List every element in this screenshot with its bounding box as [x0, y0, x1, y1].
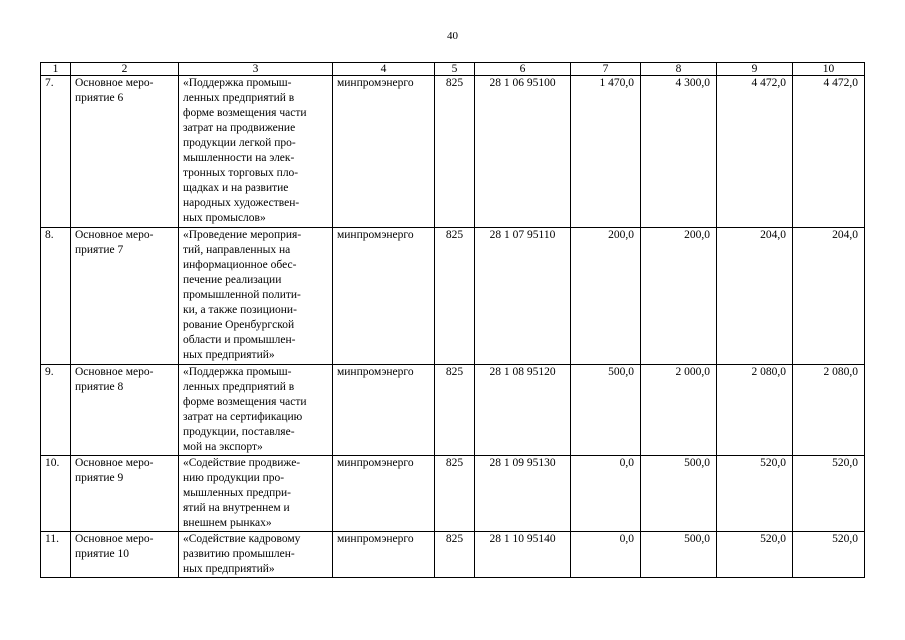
value-col10: 204,0 — [793, 228, 865, 365]
row-number: 10. — [41, 456, 71, 532]
value-col9: 4 472,0 — [717, 76, 793, 228]
department-code: 825 — [435, 76, 475, 228]
table-row — [41, 228, 865, 365]
event-name: Основное меро- приятие 9 — [71, 456, 179, 532]
row-number: 7. — [41, 76, 71, 228]
table-row — [41, 76, 865, 228]
row-number: 8. — [41, 228, 71, 365]
column-header: 5 — [435, 63, 475, 76]
table-row — [41, 456, 865, 532]
event-description: «Проведение мероприя- тий, направленных на информационное обес- печение реализации промышленной полити- ки, а также позициони- рование Оренбургской области и промышлен- ных предприятий» — [179, 228, 333, 365]
budget-code: 28 1 08 95120 — [475, 365, 571, 456]
value-col9: 520,0 — [717, 532, 793, 578]
event-name: Основное меро- приятие 10 — [71, 532, 179, 578]
column-header: 2 — [71, 63, 179, 76]
executor: минпромэнерго — [333, 532, 435, 578]
executor: минпромэнерго — [333, 76, 435, 228]
budget-code: 28 1 06 95100 — [475, 76, 571, 228]
table-row — [41, 532, 865, 578]
event-description: «Поддержка промыш- ленных предприятий в форме возмещения части затрат на продвижение продукции легкой про- мышленности на элек- тронных торговых пло- щадках и на развитие народных художествен- ных промыслов» — [179, 76, 333, 228]
value-col8: 500,0 — [641, 456, 717, 532]
column-header: 4 — [333, 63, 435, 76]
value-col9: 2 080,0 — [717, 365, 793, 456]
executor: минпромэнерго — [333, 365, 435, 456]
row-number: 11. — [41, 532, 71, 578]
department-code: 825 — [435, 228, 475, 365]
value-col10: 520,0 — [793, 456, 865, 532]
event-description: «Поддержка промыш- ленных предприятий в форме возмещения части затрат на сертификацию продукции, поставляе- мой на экспорт» — [179, 365, 333, 456]
executor: минпромэнерго — [333, 228, 435, 365]
value-col8: 500,0 — [641, 532, 717, 578]
event-name: Основное меро- приятие 7 — [71, 228, 179, 365]
department-code: 825 — [435, 456, 475, 532]
value-col8: 2 000,0 — [641, 365, 717, 456]
column-header: 6 — [475, 63, 571, 76]
column-header: 7 — [571, 63, 641, 76]
executor: минпромэнерго — [333, 456, 435, 532]
value-col7: 200,0 — [571, 228, 641, 365]
column-header: 3 — [179, 63, 333, 76]
value-col10: 520,0 — [793, 532, 865, 578]
value-col9: 520,0 — [717, 456, 793, 532]
department-code: 825 — [435, 365, 475, 456]
event-name: Основное меро- приятие 6 — [71, 76, 179, 228]
column-header: 1 — [41, 63, 71, 76]
value-col7: 0,0 — [571, 456, 641, 532]
event-description: «Содействие кадровому развитию промышлен- ных предприятий» — [179, 532, 333, 578]
value-col7: 500,0 — [571, 365, 641, 456]
column-header: 8 — [641, 63, 717, 76]
budget-code: 28 1 09 95130 — [475, 456, 571, 532]
value-col10: 4 472,0 — [793, 76, 865, 228]
value-col9: 204,0 — [717, 228, 793, 365]
table-row — [41, 365, 865, 456]
value-col8: 4 300,0 — [641, 76, 717, 228]
column-header: 10 — [793, 63, 865, 76]
budget-code: 28 1 07 95110 — [475, 228, 571, 365]
page-number: 40 — [447, 30, 458, 42]
header-row — [41, 63, 865, 76]
column-header: 9 — [717, 63, 793, 76]
event-name: Основное меро- приятие 8 — [71, 365, 179, 456]
department-code: 825 — [435, 532, 475, 578]
program-table — [40, 62, 865, 578]
event-description: «Содействие продвиже- нию продукции про- мышленных предпри- ятий на внутреннем и внешнем рынках» — [179, 456, 333, 532]
value-col7: 0,0 — [571, 532, 641, 578]
value-col7: 1 470,0 — [571, 76, 641, 228]
budget-code: 28 1 10 95140 — [475, 532, 571, 578]
value-col8: 200,0 — [641, 228, 717, 365]
value-col10: 2 080,0 — [793, 365, 865, 456]
row-number: 9. — [41, 365, 71, 456]
